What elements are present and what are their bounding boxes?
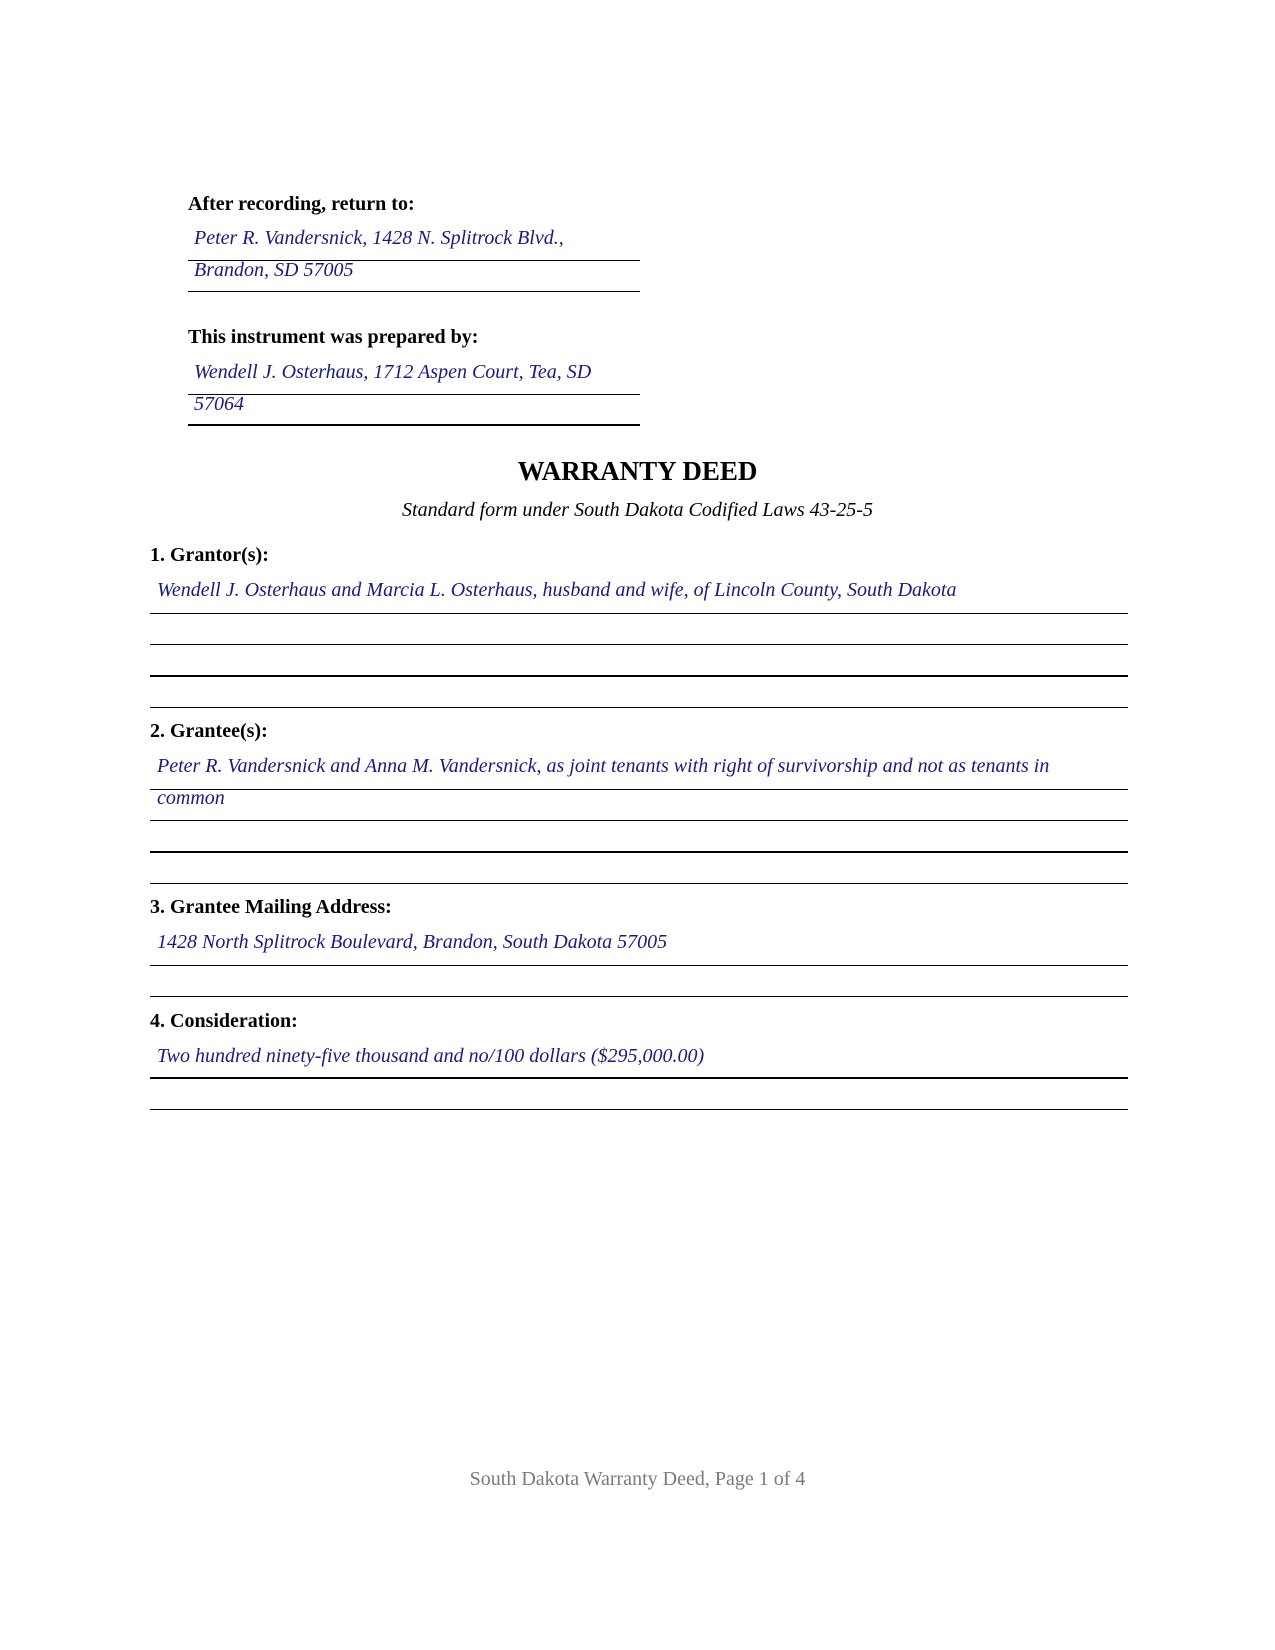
grantor-rule-1: [150, 613, 1128, 614]
grantee-rule-2: [150, 820, 1128, 821]
grantor-rule-2: [150, 644, 1128, 645]
consideration-line-1: Two hundred ninety-five thousand and no/100 dollars ($295,000.00): [157, 1045, 705, 1067]
grantor-rule-3: [150, 675, 1128, 677]
grantee-rule-3: [150, 851, 1128, 853]
prepared-by-line-2: 57064: [194, 393, 244, 415]
document-subtitle: Standard form under South Dakota Codified Laws 43-25-5: [402, 499, 873, 521]
return-to-line-1: Peter R. Vandersnick, 1428 N. Splitrock Blvd.,: [194, 227, 564, 249]
grantee-rule-4: [150, 883, 1128, 884]
grantee-line-1: Peter R. Vandersnick and Anna M. Vandersnick, as joint tenants with right of survivorship and not as tenants in: [157, 755, 1050, 777]
grantee-rule-1: [150, 789, 1128, 790]
mailing-address-label: 3. Grantee Mailing Address:: [150, 896, 392, 918]
consideration-label: 4. Consideration:: [150, 1010, 298, 1032]
grantee-line-2: common: [157, 787, 225, 809]
return-to-label: After recording, return to:: [188, 193, 415, 215]
grantor-label: 1. Grantor(s):: [150, 544, 269, 566]
mailing-address-rule-2: [150, 996, 1128, 997]
return-to-line-2: Brandon, SD 57005: [194, 259, 354, 281]
return-to-rule-2: [188, 291, 640, 292]
prepared-by-rule-2: [188, 424, 640, 426]
prepared-by-rule-1: [188, 394, 640, 395]
mailing-address-rule-1: [150, 965, 1128, 966]
consideration-rule-2: [150, 1109, 1128, 1110]
prepared-by-line-1: Wendell J. Osterhaus, 1712 Aspen Court, Tea, SD: [194, 361, 592, 383]
page-footer: South Dakota Warranty Deed, Page 1 of 4: [469, 1468, 806, 1490]
document-title: WARRANTY DEED: [517, 456, 758, 486]
consideration-rule-1: [150, 1077, 1128, 1079]
prepared-by-label: This instrument was prepared by:: [188, 326, 479, 348]
grantor-rule-4: [150, 707, 1128, 708]
grantee-label: 2. Grantee(s):: [150, 720, 268, 742]
mailing-address-line-1: 1428 North Splitrock Boulevard, Brandon, South Dakota 57005: [157, 931, 668, 953]
grantor-line-1: Wendell J. Osterhaus and Marcia L. Osterhaus, husband and wife, of Lincoln County, South Dakota: [157, 579, 957, 601]
